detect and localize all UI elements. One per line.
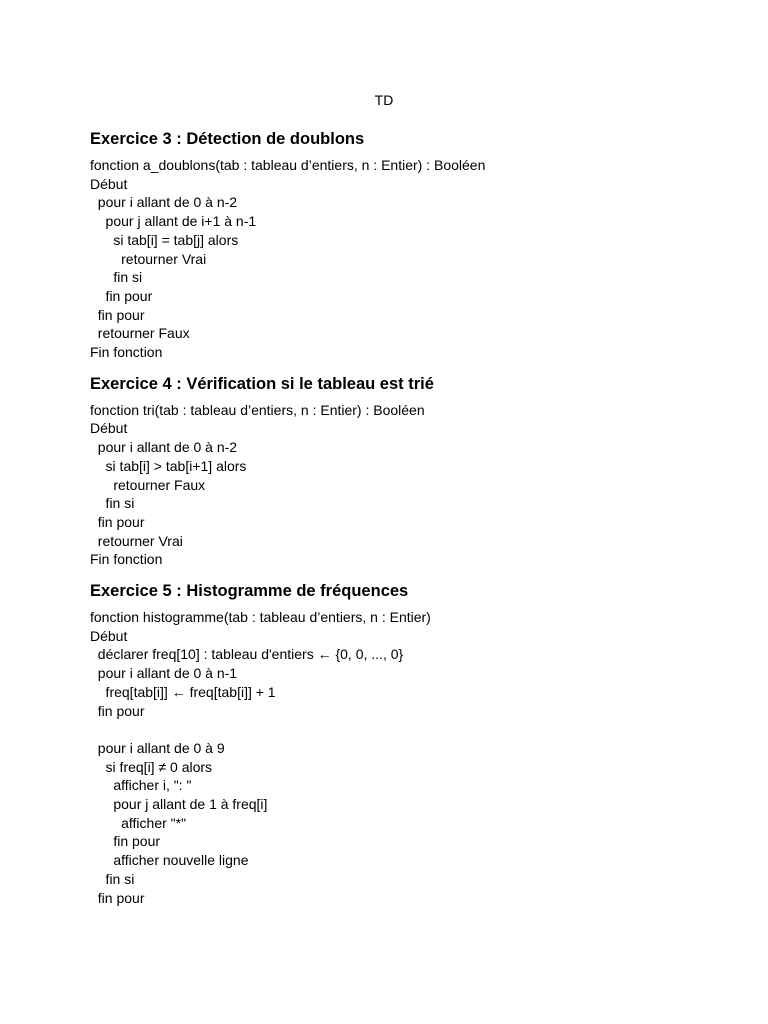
code-line: pour i allant de 0 à n-1 — [90, 665, 238, 682]
code-line: afficher "*" — [90, 814, 187, 831]
code-line: fin pour — [90, 287, 153, 304]
code-line: afficher nouvelle ligne — [90, 852, 249, 869]
code-line: fin si — [90, 870, 135, 887]
code-line: Début — [90, 420, 128, 437]
code-line: fin pour — [90, 702, 145, 719]
code-line: déclarer freq[10] : tableau d'entiers ← {0, 0, ..., 0} — [90, 646, 404, 663]
exercise-section — [90, 579, 730, 907]
page-header — [0, 91, 768, 109]
code-line: fin pour — [90, 833, 161, 850]
code-line: freq[tab[i]] ← freq[tab[i]] + 1 — [90, 683, 276, 700]
page-title: TD — [374, 92, 394, 108]
exercise-section — [90, 372, 730, 569]
exercise-section — [90, 127, 730, 362]
code-line: pour j allant de i+1 à n-1 — [90, 213, 257, 230]
code-line: fin si — [90, 269, 143, 286]
exercise-title: Exercice 4 : Vérification si le tableau est trié — [90, 374, 434, 393]
code-line: retourner Vrai — [90, 532, 183, 549]
code-line: fonction histogramme(tab : tableau d’entiers, n : Entier) — [90, 609, 431, 626]
code-line: si tab[i] > tab[i+1] alors — [90, 457, 247, 474]
code-line: afficher i, ": " — [90, 777, 192, 794]
exercise-list — [90, 127, 730, 907]
code-line — [90, 720, 730, 739]
code-line: pour j allant de 1 à freq[i] — [90, 796, 268, 813]
code-line: fin pour — [90, 889, 145, 906]
code-line: si tab[i] = tab[j] alors — [90, 231, 239, 248]
code-line: fin si — [90, 495, 135, 512]
code-line: retourner Faux — [90, 476, 206, 493]
code-line: Fin fonction — [90, 551, 163, 568]
document-body — [90, 127, 730, 917]
code-line: retourner Faux — [90, 325, 190, 342]
code-line: retourner Vrai — [90, 250, 207, 267]
code-line: fin pour — [90, 513, 145, 530]
exercise-title: Exercice 3 : Détection de doublons — [90, 130, 365, 148]
code-line: Fin fonction — [90, 344, 163, 361]
code-line: pour i allant de 0 à 9 — [90, 739, 225, 756]
code-line: fin pour — [90, 306, 145, 323]
code-line: pour i allant de 0 à n-2 — [90, 194, 238, 211]
exercise-title: Exercice 5 : Histogramme de fréquences — [90, 582, 409, 601]
code-line: fonction a_doublons(tab : tableau d’entiers, n : Entier) : Booléen — [90, 157, 486, 173]
code-line: pour i allant de 0 à n-2 — [90, 439, 238, 456]
code-line: si freq[i] ≠ 0 alors — [90, 758, 213, 775]
code-line: Début — [90, 627, 128, 644]
code-line: Début — [90, 175, 128, 192]
pseudocode-block — [90, 156, 730, 362]
code-line: fonction tri(tab : tableau d’entiers, n : Entier) : Booléen — [90, 401, 425, 418]
pseudocode-block — [90, 401, 730, 569]
pseudocode-block — [90, 608, 730, 907]
